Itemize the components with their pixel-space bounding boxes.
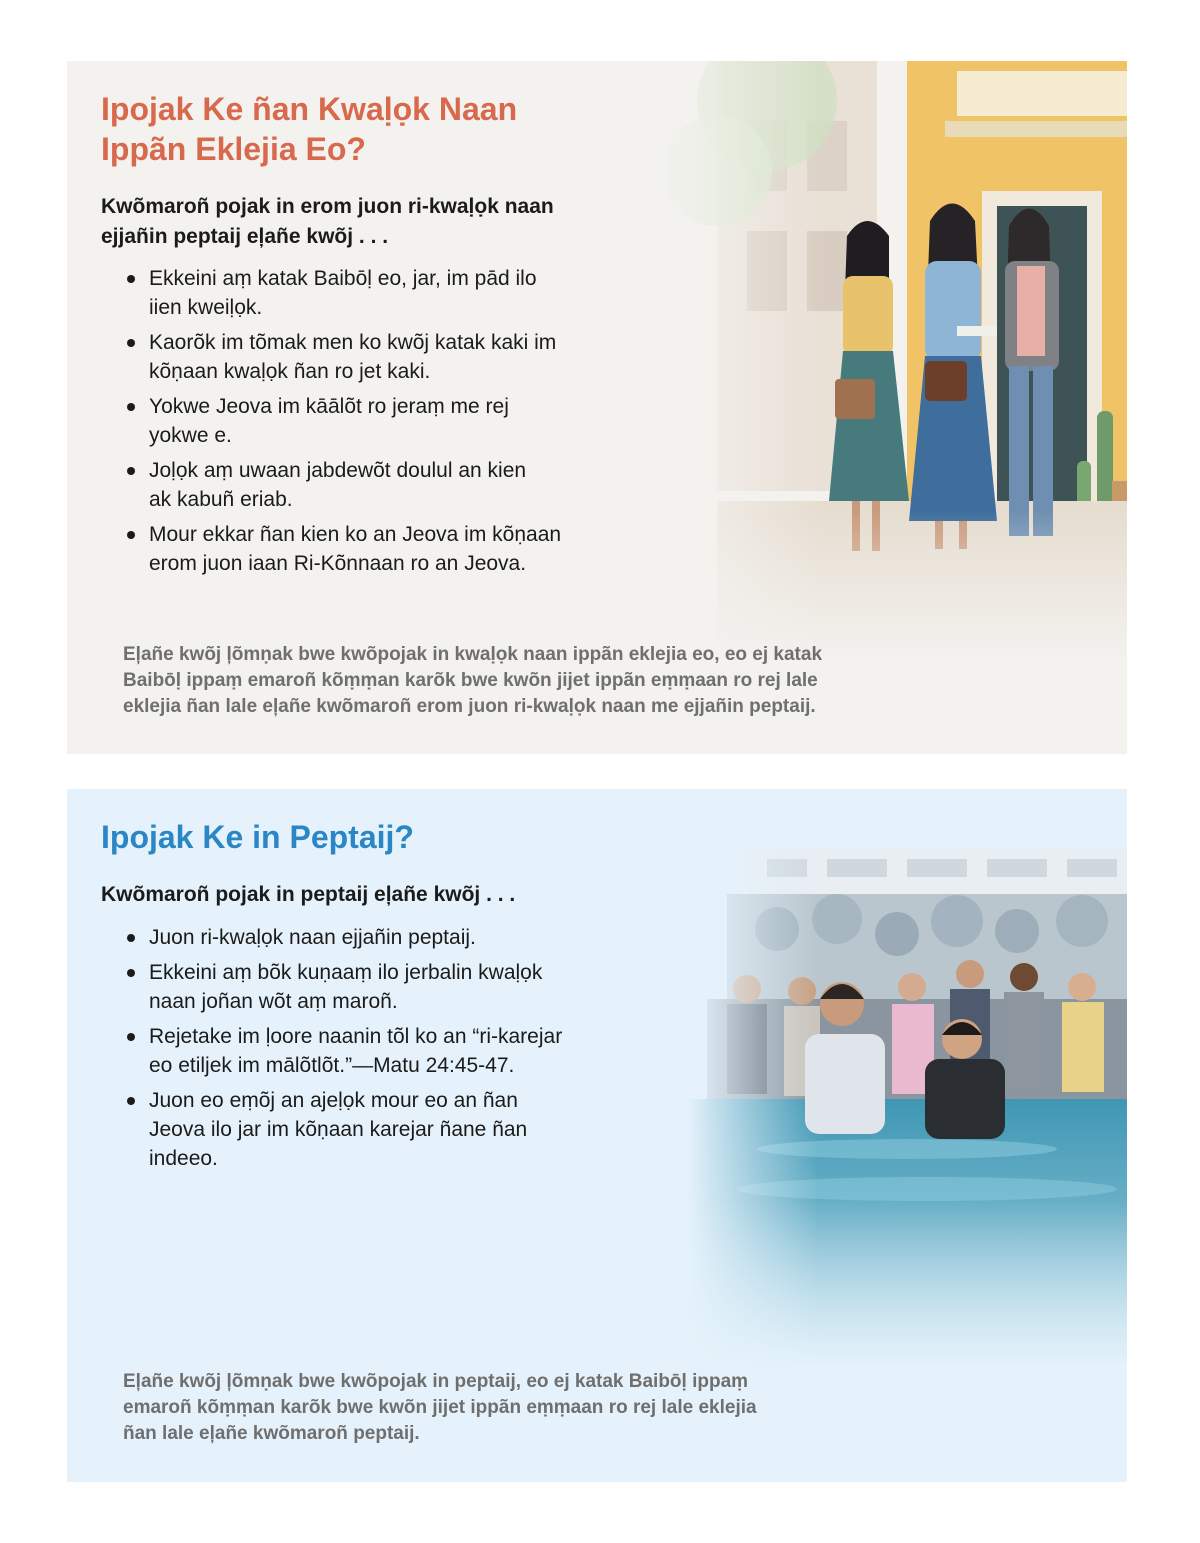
list-item: Kaorõk im tõmak men ko kwõj katak kaki im kõṇaan kwaḷọk ñan ro jet kaki.	[125, 328, 561, 386]
list-item: Rejetake im ḷoore naanin tõl ko an “ri-karejar eo etiljek im mālõtlõt.”—Matu 24:45-47.	[125, 1022, 562, 1080]
baptism-requirements-list	[125, 923, 562, 1179]
publishing-footnote: Eļañe kwõj ļõmṇak bwe kwõpojak in kwaḷọk naan ippãn eklejia eo, eo ej katak Baibōḷ ippaṃ emaroñ kõṃṃan karõk bwe kwõn jijet ippãn eṃṃaan ro rej lale eklejia ñan lale eļañe kwõmaroñ erom juon ri-kwaḷọk naan me ejjañin peptaij.	[123, 644, 823, 717]
publishing-title: Ipojak Ke ñan Kwaḷọk Naan Ippãn Eklejia Eo?	[101, 91, 518, 167]
baptism-title: Ipojak Ke in Peptaij?	[101, 819, 414, 855]
baptism-footnote: Eļañe kwõj ļõmṇak bwe kwõpojak in peptaij, eo ej katak Baibōḷ ippaṃ emaroñ kõṃṃan karõk bwe kwõn jijet ippãn eṃṃaan ro rej lale eklejia ñan lale eļañe kwõmaroñ peptaij.	[123, 1371, 757, 1444]
list-item: Juon eo eṃõj an ajeḷọk mour eo an ñan Jeova ilo jar im kõṇaan karejar ñane ñan indeeo.	[125, 1086, 562, 1173]
baptism-illustration	[687, 809, 1127, 1369]
list-item: Ekkeini aṃ katak Baibōḷ eo, jar, im pād ilo iien kweiḷọk.	[125, 264, 561, 322]
publishing-intro: Kwõmaroñ pojak in erom juon ri-kwaḷọk naan ejjañin peptaij eļañe kwõj . . .	[101, 195, 554, 248]
list-item: Mour ekkar ñan kien ko an Jeova im kõṇaan erom juon iaan Ri-Kõnnaan ro an Jeova.	[125, 520, 561, 578]
ministry-door-illustration	[657, 61, 1127, 661]
list-item: Yokwe Jeova im kāālõt ro jeraṃ me rej yokwe e.	[125, 392, 561, 450]
publishing-requirements-list	[125, 264, 561, 584]
publishing-panel	[67, 61, 1127, 754]
list-item: Joḷọk aṃ uwaan jabdewõt doulul an kien ak kabuñ eriab.	[125, 456, 561, 514]
list-item: Juon ri-kwaḷọk naan ejjañin peptaij.	[125, 923, 562, 952]
baptism-intro: Kwõmaroñ pojak in peptaij eļañe kwõj . . .	[101, 883, 516, 906]
baptism-panel	[67, 789, 1127, 1482]
list-item: Ekkeini aṃ bõk kuṇaaṃ ilo jerbalin kwaḷọk naan joñan wõt aṃ maroñ.	[125, 958, 562, 1016]
